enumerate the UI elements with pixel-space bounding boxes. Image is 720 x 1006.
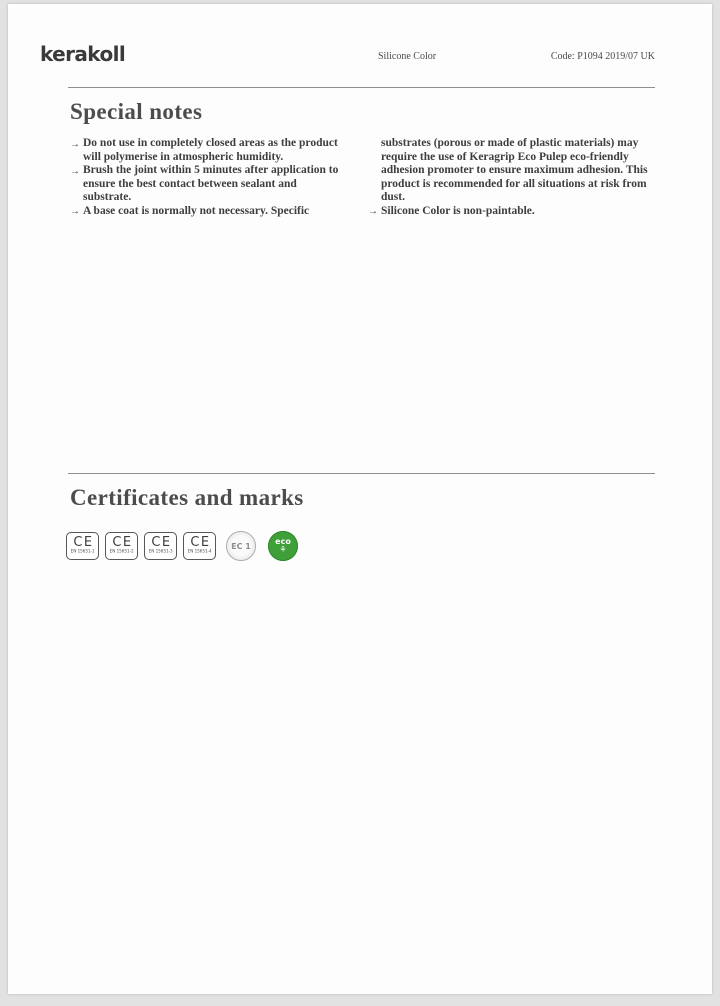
datasheet-page <box>8 4 712 994</box>
emicode-ec1-mark-icon <box>226 531 256 561</box>
note-item <box>368 205 654 219</box>
ce-standard-label: EN 15651-3 <box>148 549 173 555</box>
special-notes-title: Special notes <box>70 99 203 124</box>
note-item <box>70 205 342 219</box>
note-text: Silicone Color is non-paintable. <box>381 204 535 217</box>
ce-letters: CE <box>112 534 133 550</box>
note-item <box>70 164 342 205</box>
document-title: Silicone Color <box>378 51 437 62</box>
notes-column-right <box>368 137 654 219</box>
ce-mark-icon <box>105 532 138 560</box>
arrow-bullet-icon: → <box>368 206 378 218</box>
eco-flower-glyph: ⚘ <box>279 545 287 555</box>
certificate-marks-row <box>66 531 298 561</box>
header-divider <box>68 87 655 88</box>
note-continuation <box>368 137 654 205</box>
ce-letters: CE <box>190 534 211 550</box>
ce-letters: CE <box>151 534 172 550</box>
ce-standard-label: EN 15651-1 <box>70 549 95 555</box>
ce-mark-icon <box>183 532 216 560</box>
note-text: A base coat is normally not necessary. Specific <box>83 204 310 217</box>
document-code: Code: P1094 2019/07 UK <box>550 51 655 62</box>
eco-mark-icon <box>268 531 298 561</box>
note-text: Do not use in completely closed areas as the product will polymerise in atmospheric humidity. <box>83 137 338 163</box>
arrow-bullet-icon: → <box>70 165 80 177</box>
special-notes-list <box>70 137 654 219</box>
ce-mark-icon <box>66 532 99 560</box>
ec1-label: EC 1 <box>231 541 251 551</box>
note-text: Brush the joint within 5 minutes after application to ensure the best contact between sealant and substrate. <box>83 164 339 204</box>
ce-standard-label: EN 15651-4 <box>187 549 212 555</box>
kerakoll-logo: kerakoll <box>40 42 126 66</box>
ce-standard-label: EN 15651-2 <box>109 549 134 555</box>
note-text: substrates (porous or made of plastic materials) may require the use of Keragrip Eco Pulep eco-friendly adhesion promoter to ensure maximum adhesion. This product is recommended for all situations at risk from dust. <box>381 137 648 204</box>
certificates-title: Certificates and marks <box>70 485 304 510</box>
section-divider <box>68 473 655 474</box>
ce-mark-icon <box>144 532 177 560</box>
arrow-bullet-icon: → <box>70 206 80 218</box>
note-item <box>70 137 342 164</box>
ce-letters: CE <box>73 534 94 550</box>
arrow-bullet-icon: → <box>70 138 80 150</box>
eco-label: eco <box>275 536 291 546</box>
notes-column-left <box>70 137 342 219</box>
